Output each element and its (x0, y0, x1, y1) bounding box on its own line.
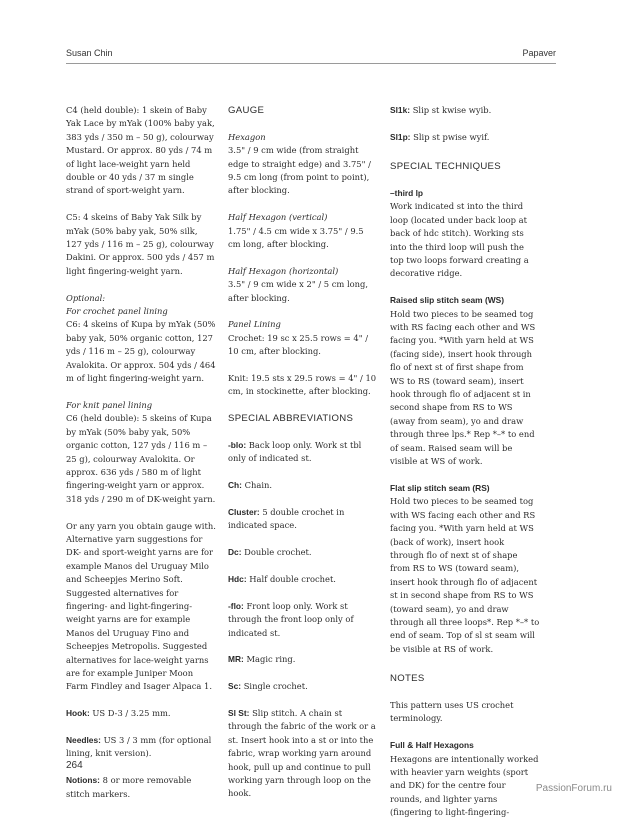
page-number: 264 (66, 760, 83, 771)
abbreviation-item (228, 573, 378, 586)
panel-lining-crochet: Crochet: 19 sc x 25.5 rows = 4" / 10 cm, after blocking. (228, 332, 369, 357)
hexagon-label: Hexagon (228, 131, 266, 142)
running-header-author: Susan Chin (66, 48, 113, 58)
notions-info (66, 774, 216, 801)
full-half-hexagons-title: Full & Half Hexagons (390, 740, 474, 751)
panel-lining-knit: Knit: 19.5 sts x 29.5 rows = 4" / 10 cm, in stockinette, after blocking. (228, 373, 377, 397)
notions-text: 8 or more removable stitch markers. (66, 775, 192, 799)
sl1p-def: Slip st pwise wyif. (413, 131, 490, 142)
yarn-c6-knit: C6 (held double): 5 skeins of Kupa by mYak (50% baby yak, 50% organic cotton, 127 yds / 116 m – 25 g), colourway Avalokita. Or approx. 636 yds / 580 m of light fingering-weight yarn or approx. 318 yds / 290 m of DK-weight yarn. (66, 413, 216, 504)
abbreviation-item (228, 653, 378, 666)
hexagon-text: 3.5" / 9 cm wide (from straight edge to straight edge) and 3.75" / 9.5 cm long (from point to point), after blocking. (228, 145, 371, 196)
abbreviation-definition: 5 double crochet in indicated space. (228, 507, 345, 531)
column-techniques (390, 104, 540, 820)
flat-seam-title: Flat slip stitch seam (RS) (390, 482, 490, 493)
abbreviation-item (228, 600, 378, 640)
needles-info (66, 734, 216, 761)
needles-text: US 3 / 3 mm (for optional lining, knit version). (66, 735, 212, 759)
abbreviation-term: Sl St: (228, 708, 250, 719)
yarn-c6-crochet: C6: 4 skeins of Kupa by mYak (50% baby yak, 50% organic cotton, 127 yds / 116 m – 25 g), colourway Avalokita. Or approx. 504 yds / 464 m of light fingering-weight yarn. (66, 319, 216, 384)
abbr-sl1k (390, 104, 540, 117)
hook-text: US D-3 / 3.25 mm. (92, 708, 171, 719)
third-loop-title: –third lp (390, 188, 424, 198)
notes-heading: NOTES (390, 673, 425, 685)
third-loop-text: Work indicated st into the third loop (located under back loop at back of hdc stitch). Working sts into the third loop will push the top two loops forward creating a decorative ridge. (390, 201, 529, 279)
panel-lining-label: Panel Lining (228, 319, 281, 330)
yarn-alternatives: Or any yarn you obtain gauge with. Alternative yarn suggestions for DK- and sport-weight yarns are for example Manos del Uruguay Milo and Scheepjes Merino Soft. Suggested alternatives for fingering- and light-fingering-weight yarns are for example Manos del Uruguay Fino and Scheepjes Metropolis. Suggested alternatives for lace-weight yarns are for example Juniper Moon Farm Findley and Isager Alpaca 1. (66, 520, 216, 692)
crochet-lining-label: For crochet panel lining (66, 306, 168, 317)
abbreviation-term: -flo: (228, 600, 244, 611)
hook-info (66, 707, 216, 720)
raised-seam-title: Raised slip stitch seam (WS) (390, 295, 505, 306)
abbreviation-definition: Front loop only. Work st through the front loop only of indicated st. (228, 600, 354, 638)
abbreviation-term: Dc: (228, 547, 242, 558)
abbreviation-item (228, 506, 378, 533)
abbreviations-list (228, 439, 378, 801)
notes-text: This pattern uses US crochet terminology. (390, 699, 514, 724)
abbreviation-item (228, 479, 378, 492)
half-hexagon-horizontal-label: Half Hexagon (horizontal) (228, 265, 339, 276)
abbreviation-term: Sc: (228, 681, 242, 692)
full-half-hexagons-text: Hexagons are intentionally worked with heavier yarn weights (sport and DK) for the centre four rounds, and lighter yarns (fingering to light-fingering- (390, 753, 539, 818)
abbreviation-definition: Half double crochet. (249, 574, 336, 585)
abbreviation-term: Hdc: (228, 574, 247, 585)
abbreviation-term: Cluster: (228, 507, 260, 518)
abbreviation-item (228, 546, 378, 559)
abbreviation-item (228, 707, 378, 801)
half-hexagon-horizontal-text: 3.5" / 9 cm wide x 2" / 5 cm long, after blocking. (228, 279, 369, 303)
half-hexagon-vertical-text: 1.75" / 4.5 cm wide x 3.75" / 9.5 cm long, after blocking. (228, 225, 364, 250)
yarn-c4: C4 (held double): 1 skein of Baby Yak Lace by mYak (100% baby yak, 383 yds / 350 m – 50 g), colourway Mustard. Or approx. 80 yds / 74 m of light lace-weight yarn held double or 40 yds / 37 m single strand of sport-weight yarn. (66, 105, 215, 196)
abbreviations-heading: SPECIAL ABBREVIATIONS (228, 413, 354, 425)
sl1k-def: Slip st kwise wyib. (412, 105, 492, 115)
sl1p-term: Sl1p: (390, 131, 411, 142)
notions-label: Notions: (66, 775, 100, 786)
abbreviation-definition: Chain. (244, 480, 273, 491)
abbr-sl1p (390, 131, 540, 144)
abbreviation-term: Ch: (228, 480, 242, 491)
techniques-heading: SPECIAL TECHNIQUES (390, 161, 501, 173)
column-gauge (228, 104, 378, 814)
running-header-title: Papaver (522, 48, 556, 58)
abbreviation-term: MR: (228, 654, 244, 665)
hook-label: Hook: (66, 708, 90, 719)
abbreviation-item (228, 439, 378, 466)
abbreviation-definition: Single crochet. (243, 681, 308, 692)
abbreviation-definition: Magic ring. (246, 654, 296, 665)
abbreviation-term: -blo: (228, 440, 247, 451)
yarn-c5: C5: 4 skeins of Baby Yak Silk by mYak (50% baby yak, 50% silk, 127 yds / 116 m – 25 g), colourway Dakini. Or approx. 500 yds / 457 m light fingering-weight yarn. (66, 212, 215, 276)
knit-lining-label: For knit panel lining (66, 399, 153, 410)
abbreviation-item (228, 680, 378, 693)
sl1k-term: Sl1k: (390, 105, 411, 115)
flat-seam-text: Hold two pieces to be seamed tog with WS facing each other and RS facing you. *With yarn held at WS (back of work), insert hook through flo of next st of shape from RS to WS (toward seam), insert hook through flo of adjacent st in second shape from RS to WS (toward seam), yo and draw through all three loops*. Rep *–* to end of seam. Top of sl st seam will be visible at RS of work. (390, 496, 540, 654)
abbreviation-definition: Slip stitch. A chain st through the fabric of the work or a st. Insert hook into a st or into the fabric, wrap working yarn around hook, pull up and continue to pull working yarn through loop on the hook. (228, 708, 376, 799)
half-hexagon-vertical-label: Half Hexagon (vertical) (228, 212, 328, 223)
optional-label: Optional: (66, 292, 106, 303)
column-materials (66, 104, 216, 814)
gauge-heading: GAUGE (228, 105, 265, 116)
raised-seam-text: Hold two pieces to be seamed tog with RS facing each other and WS facing you. *With yarn held at WS (facing side), insert hook through flo of next st of first shape from WS to RS (toward seam), insert hook through flo of adjacent st in second shape from RS to WS (away from seam), yo and draw through three lps.* Rep *–* to end of seam. Raised seam will be visible at WS of work. (390, 308, 536, 467)
abbreviation-definition: Double crochet. (244, 547, 312, 558)
abbreviation-definition: Back loop only. Work st tbl only of indicated st. (228, 440, 362, 464)
header-rule (66, 63, 556, 64)
watermark: PassionForum.ru (535, 783, 612, 794)
needles-label: Needles: (66, 735, 101, 745)
